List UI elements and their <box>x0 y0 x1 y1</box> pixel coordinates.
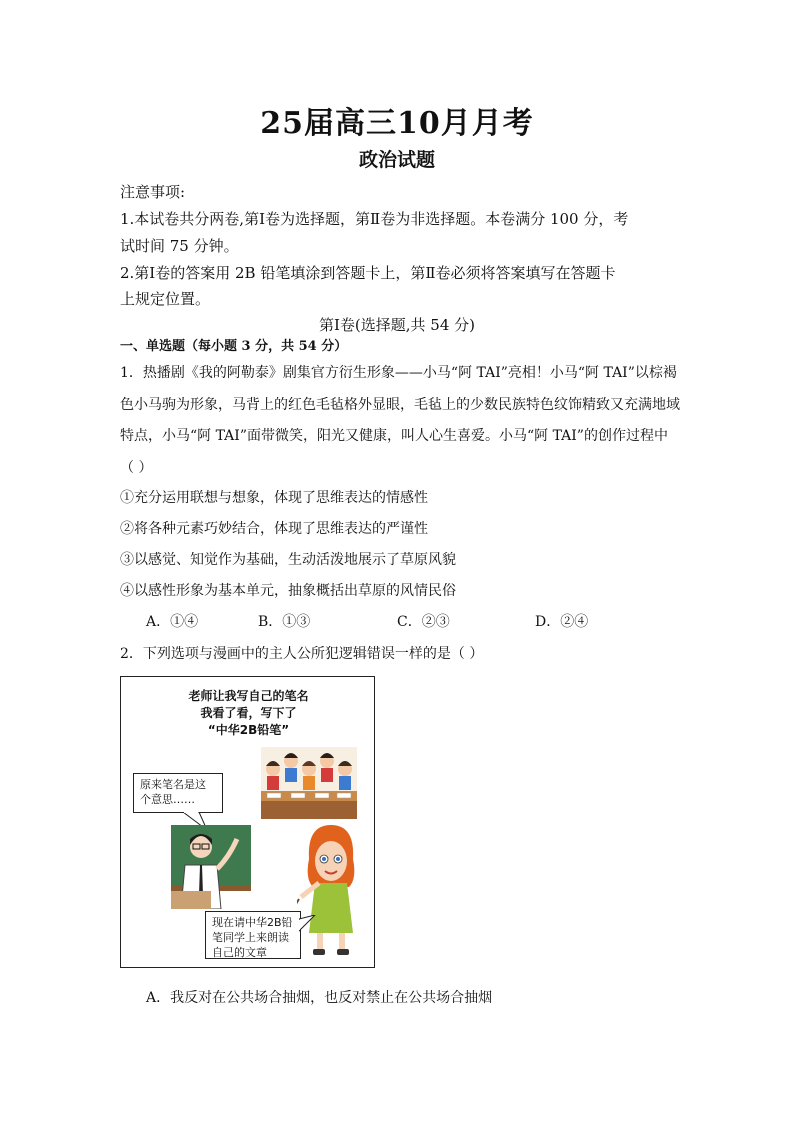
classroom-students-illustration <box>261 747 357 819</box>
q1-stem-line-1: 1．热播剧《我的阿勒泰》剧集官方衍生形象——小马“阿 TAI”亮相！小马“阿 TAI”以棕褐 <box>120 365 677 381</box>
notice-line-1: 1.本试卷共分两卷,第Ⅰ卷为选择题，第Ⅱ卷为非选择题。本卷满分 100 分，考 <box>120 210 629 228</box>
notice-line-2: 试时间 75 分钟。 <box>120 237 239 255</box>
q1-stem-line-3: 特点，小马“阿 TAI”面带微笑，阳光又健康，叫人心生喜爱。小马“阿 TAI”的创作过程中 <box>120 428 668 444</box>
notice-line-3: 2.第Ⅰ卷的答案用 2B 铅笔填涂到答题卡上，第Ⅱ卷必须将答案填写在答题卡 <box>120 264 616 282</box>
q1-statement-3: ③以感觉、知觉作为基础，生动活泼地展示了草原风貌 <box>120 552 456 568</box>
comic-caption-line-1: 老师让我写自己的笔名 <box>188 689 309 703</box>
student-at-blackboard-illustration <box>171 825 251 909</box>
student-speech-bubble: 原来笔名是这个意思…… <box>133 773 223 813</box>
q1-option-c: C．②③ <box>397 614 450 630</box>
q2-option-a: A．我反对在公共场合抽烟，也反对禁止在公共场合抽烟 <box>146 990 493 1006</box>
q1-stem-line-2: 色小马驹为形象，马背上的红色毛毡格外显眼，毛毡上的少数民族特色纹饰精致又充满地域 <box>120 397 680 413</box>
part-title: 一、单选题（每小题 3 分，共 54 分） <box>120 339 348 354</box>
q1-blank: （ ） <box>120 460 153 476</box>
q1-statement-2: ②将各种元素巧妙结合，体现了思维表达的严谨性 <box>120 521 428 537</box>
q1-statement-4: ④以感性形象为基本单元，抽象概括出草原的风情民俗 <box>120 583 456 599</box>
exam-subtitle: 政治试题 <box>358 149 435 171</box>
comic-caption-line-3: “中华2B铅笔” <box>207 723 290 737</box>
q1-option-d: D．②④ <box>535 614 589 630</box>
q1-option-a: A．①④ <box>146 614 199 630</box>
q1-statement-1: ①充分运用联想与想象，体现了思维表达的情感性 <box>120 490 428 506</box>
teacher-illustration <box>297 825 367 957</box>
notice-line-4: 上规定位置。 <box>120 290 211 308</box>
comic-panel <box>120 676 375 968</box>
volume-title: 第Ⅰ卷(选择题,共 54 分) <box>318 316 476 334</box>
q1-option-b: B．①③ <box>258 614 311 630</box>
q2-stem: 2．下列选项与漫画中的主人公所犯逻辑错误一样的是（ ） <box>120 646 484 662</box>
exam-title: 25届高三10月月考 <box>260 106 534 141</box>
notice-heading: 注意事项: <box>120 183 186 201</box>
teacher-bubble-tail <box>299 915 317 935</box>
teacher-speech-bubble: 现在请中华2B铅笔同学上来朗读自己的文章 <box>205 911 301 959</box>
comic-caption-line-2: 我看了看，写下了 <box>200 706 297 720</box>
